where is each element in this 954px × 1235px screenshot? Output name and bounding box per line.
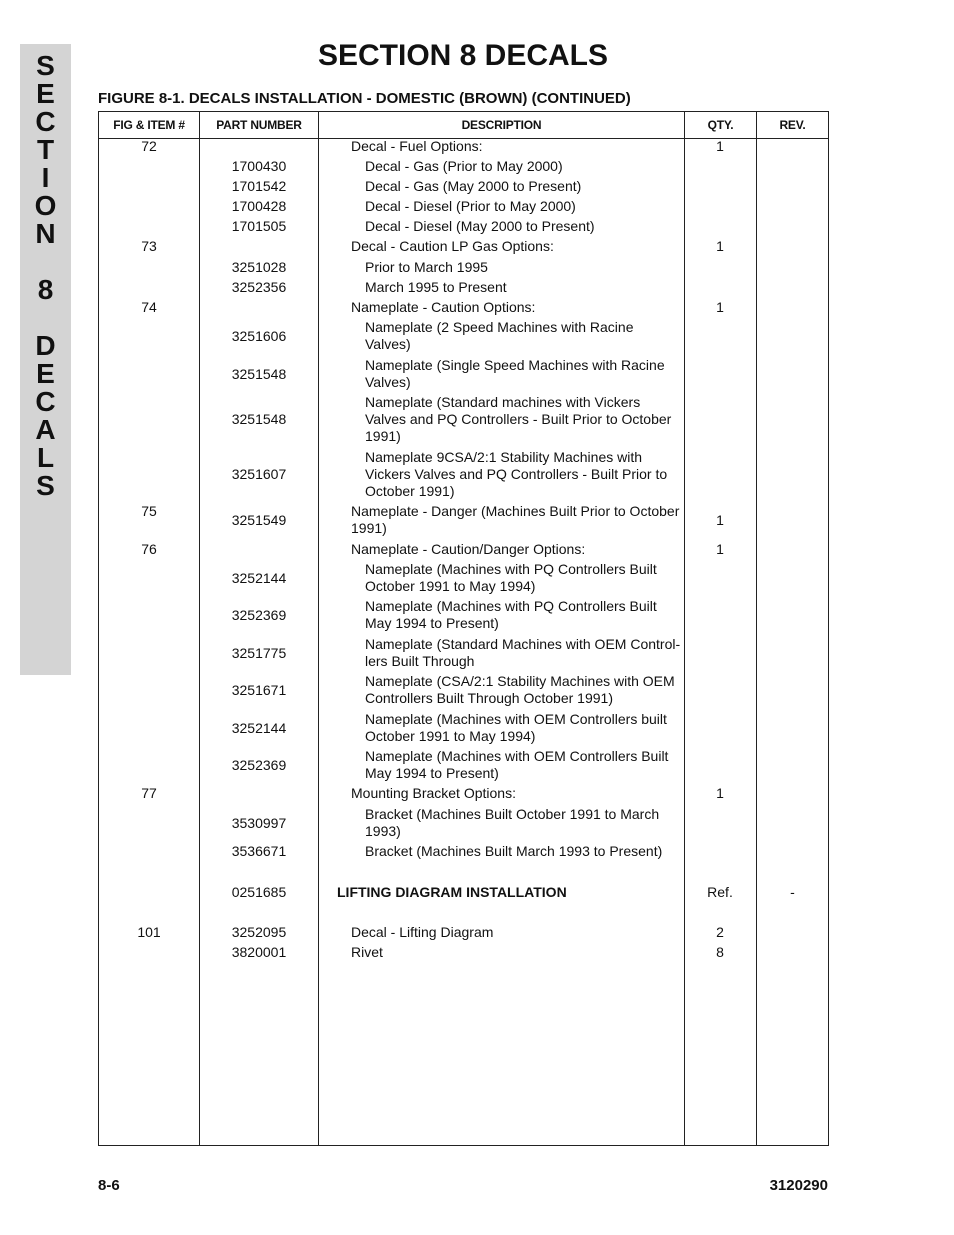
header-description: DESCRIPTION bbox=[461, 118, 542, 132]
description-cell: Nameplate (2 Speed Machines with Racine Valves) bbox=[365, 319, 634, 352]
header-rev: REV. bbox=[779, 118, 806, 132]
side-tab-letter: L bbox=[36, 442, 55, 473]
qty-cell: 8 bbox=[716, 944, 724, 960]
header-item: FIG & ITEM # bbox=[113, 118, 185, 132]
table-row bbox=[99, 598, 828, 632]
part-number-cell: 3251607 bbox=[231, 466, 287, 482]
side-tab-letter: E bbox=[36, 78, 55, 109]
description-cell: Decal - Fuel Options: bbox=[351, 138, 483, 154]
table-row bbox=[99, 503, 828, 537]
qty-cell: 1 bbox=[716, 299, 724, 315]
description-cell: Nameplate 9CSA/2:1 Stability Machines with Vickers Valves and PQ Controllers - Built Prior to October 1991) bbox=[365, 449, 668, 499]
side-tab-letter: T bbox=[36, 134, 55, 165]
table-row bbox=[99, 843, 828, 860]
part-number-cell: 3252095 bbox=[231, 924, 287, 940]
part-number-cell: 0251685 bbox=[231, 884, 287, 900]
side-tab-letter: C bbox=[35, 386, 56, 417]
table-row bbox=[99, 884, 828, 901]
part-number-cell: 3252144 bbox=[231, 569, 287, 586]
description-cell: Decal - Diesel (May 2000 to Present) bbox=[365, 218, 595, 234]
table-row bbox=[99, 561, 828, 595]
qty-cell: 1 bbox=[716, 785, 724, 801]
description-cell: Nameplate (Machines with PQ Controllers Built May 1994 to Present) bbox=[365, 598, 657, 631]
qty-cell: 1 bbox=[716, 138, 724, 154]
table-row bbox=[99, 806, 828, 840]
table-row bbox=[99, 138, 828, 155]
table-row bbox=[99, 178, 828, 195]
part-number-cell: 3252144 bbox=[231, 719, 287, 736]
side-tab-letter bbox=[20, 248, 71, 276]
side-tab-letters bbox=[20, 52, 71, 500]
item-number-cell: 74 bbox=[141, 299, 157, 315]
item-number-cell: 76 bbox=[141, 541, 157, 557]
page-number: 8-6 bbox=[98, 1177, 120, 1194]
description-cell: Decal - Caution LP Gas Options: bbox=[351, 238, 554, 254]
qty-cell: 1 bbox=[716, 238, 724, 254]
side-tab-letter: C bbox=[35, 106, 56, 137]
table-row bbox=[99, 449, 828, 500]
section-side-tab bbox=[20, 44, 71, 675]
table-row bbox=[99, 944, 828, 961]
side-tab-letter bbox=[20, 304, 71, 332]
table-row bbox=[99, 711, 828, 745]
table-row bbox=[99, 279, 828, 296]
side-tab-letter: D bbox=[35, 330, 56, 361]
header-part-number: PART NUMBER bbox=[216, 118, 302, 132]
part-number-cell: 1700430 bbox=[231, 158, 287, 174]
item-number-cell: 72 bbox=[141, 138, 157, 154]
figure-caption: FIGURE 8-1. DECALS INSTALLATION - DOMESTIC (BROWN) (CONTINUED) bbox=[98, 90, 631, 107]
table-row bbox=[99, 299, 828, 316]
description-cell: LIFTING DIAGRAM INSTALLATION bbox=[337, 884, 567, 900]
item-number-cell: 77 bbox=[141, 785, 157, 801]
side-tab-letter: S bbox=[36, 470, 55, 501]
part-number-cell: 1701505 bbox=[231, 218, 287, 234]
table-row bbox=[99, 924, 828, 941]
part-number-cell: 3251549 bbox=[231, 511, 287, 528]
side-tab-letter: S bbox=[36, 50, 55, 81]
description-cell: Decal - Gas (May 2000 to Present) bbox=[365, 178, 582, 194]
description-cell: Nameplate - Caution Options: bbox=[351, 299, 536, 315]
side-tab-letter: O bbox=[34, 190, 57, 221]
description-cell: Mounting Bracket Options: bbox=[351, 785, 516, 801]
side-tab-letter: N bbox=[35, 218, 56, 249]
description-cell: March 1995 to Present bbox=[365, 279, 507, 295]
table-row bbox=[99, 158, 828, 175]
part-number-cell: 1700428 bbox=[231, 198, 287, 214]
table-row bbox=[99, 785, 828, 802]
part-number-cell: 1701542 bbox=[231, 178, 287, 194]
rev-cell: - bbox=[790, 884, 795, 900]
qty-cell: 2 bbox=[716, 924, 724, 940]
side-tab-letter: 8 bbox=[37, 274, 54, 305]
part-number-cell: 3252369 bbox=[231, 756, 287, 773]
part-number-cell: 3252356 bbox=[231, 279, 287, 295]
description-cell: Nameplate (Single Speed Machines with Racine Valves) bbox=[365, 357, 665, 390]
part-number-cell: 3251548 bbox=[231, 411, 287, 427]
table-row bbox=[99, 541, 828, 558]
description-cell: Nameplate (Machines with OEM Controllers Built May 1994 to Present) bbox=[365, 748, 669, 781]
description-cell: Nameplate (Machines with OEM Controllers built October 1991 to May 1994) bbox=[365, 711, 667, 744]
header-qty: QTY. bbox=[707, 118, 734, 132]
part-number-cell: 3251671 bbox=[231, 681, 287, 698]
table-row bbox=[99, 238, 828, 255]
part-number-cell: 3251775 bbox=[231, 644, 287, 661]
table-row bbox=[99, 259, 828, 276]
part-number-cell: 3251028 bbox=[231, 259, 287, 275]
table-row bbox=[99, 319, 828, 353]
side-tab-letter: E bbox=[36, 358, 55, 389]
description-cell: Prior to March 1995 bbox=[365, 259, 488, 275]
side-tab-letter: A bbox=[35, 414, 56, 445]
description-cell: Decal - Gas (Prior to May 2000) bbox=[365, 158, 563, 174]
qty-cell: Ref. bbox=[707, 884, 733, 900]
parts-table bbox=[98, 111, 829, 1146]
description-cell: Bracket (Machines Built October 1991 to March 1993) bbox=[365, 806, 660, 839]
part-number-cell: 3530997 bbox=[231, 814, 287, 831]
part-number-cell: 3251548 bbox=[231, 365, 287, 382]
table-row bbox=[99, 748, 828, 782]
item-number-cell: 73 bbox=[141, 238, 157, 254]
item-number-cell: 101 bbox=[137, 924, 161, 940]
item-number-cell: 75 bbox=[141, 503, 157, 519]
part-number-cell: 3252369 bbox=[231, 606, 287, 623]
description-cell: Nameplate - Caution/Danger Options: bbox=[351, 541, 586, 557]
table-row bbox=[99, 218, 828, 235]
table-row bbox=[99, 198, 828, 215]
part-number-cell: 3820001 bbox=[231, 944, 287, 960]
description-cell: Nameplate (Machines with PQ Controllers Built October 1991 to May 1994) bbox=[365, 561, 657, 594]
table-row bbox=[99, 394, 828, 445]
description-cell: Decal - Diesel (Prior to May 2000) bbox=[365, 198, 576, 214]
part-number-cell: 3251606 bbox=[231, 327, 287, 344]
description-cell: Nameplate (Standard Machines with OEM Control- lers Built Through bbox=[365, 636, 681, 669]
table-row bbox=[99, 636, 828, 670]
table-row bbox=[99, 673, 828, 707]
document-number: 3120290 bbox=[769, 1177, 828, 1194]
description-cell: Rivet bbox=[351, 944, 383, 960]
description-cell: Nameplate - Danger (Machines Built Prior to October 1991) bbox=[351, 503, 680, 536]
description-cell: Nameplate (Standard machines with Vickers Valves and PQ Controllers - Built Prior to October 1991) bbox=[365, 394, 672, 444]
description-cell: Bracket (Machines Built March 1993 to Present) bbox=[365, 843, 663, 859]
page-title: SECTION 8 DECALS bbox=[317, 39, 609, 72]
description-cell: Decal - Lifting Diagram bbox=[351, 924, 494, 940]
side-tab-letter: I bbox=[41, 162, 50, 193]
description-cell: Nameplate (CSA/2:1 Stability Machines with OEM Controllers Built Through October 1991) bbox=[365, 673, 675, 706]
table-row bbox=[99, 357, 828, 391]
qty-cell: 1 bbox=[716, 541, 724, 557]
qty-cell: 1 bbox=[716, 511, 724, 528]
part-number-cell: 3536671 bbox=[231, 843, 287, 859]
